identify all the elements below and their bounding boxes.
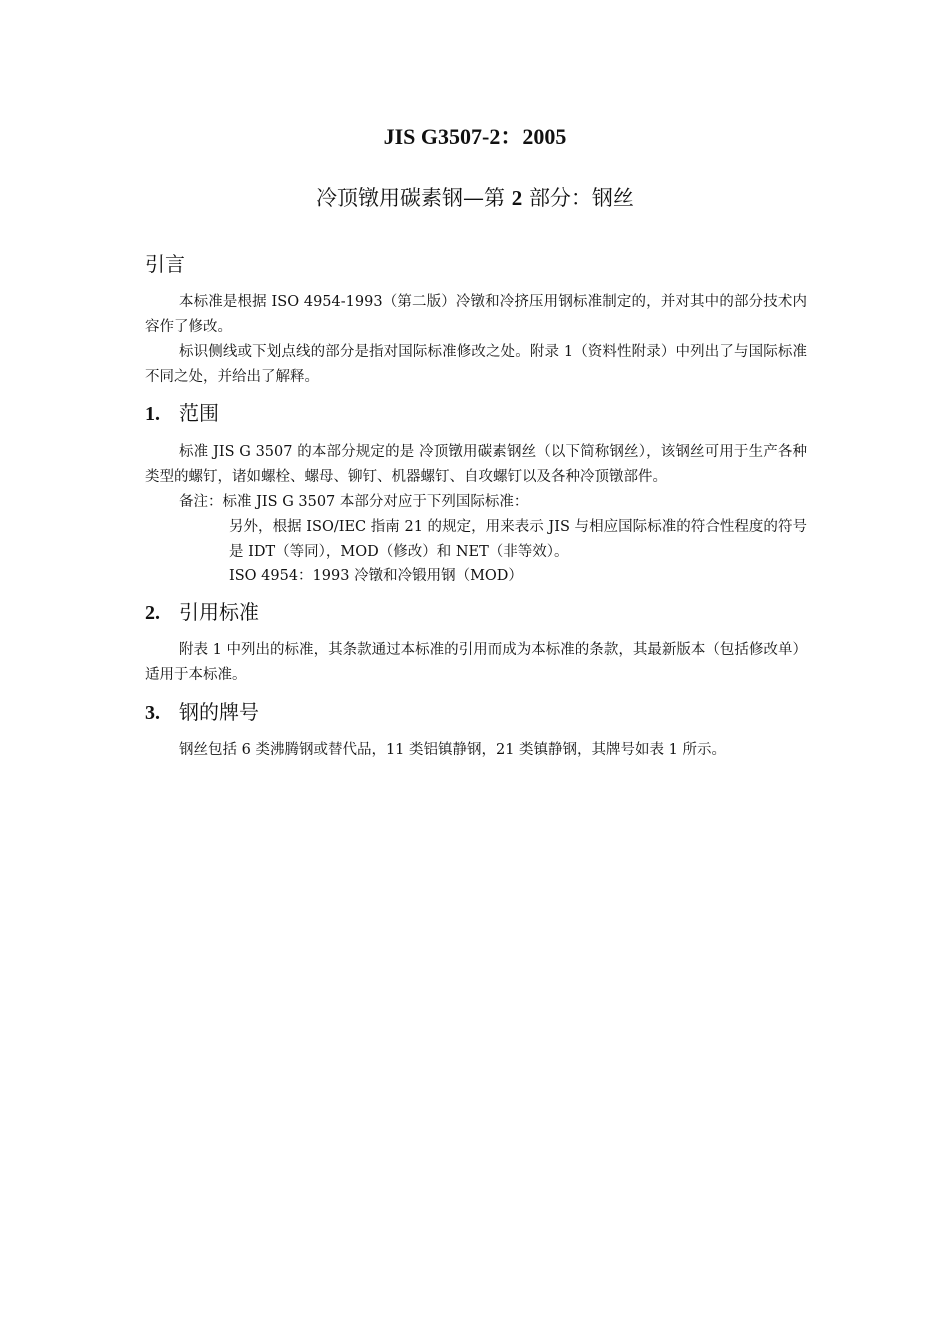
section-2-number: 2.: [145, 602, 160, 624]
section-1-note-reference: ISO 4954：1993 冷镦和冷锻用钢（MOD）: [229, 568, 523, 584]
section-2-title: 引用标准: [179, 600, 259, 624]
title-part-number: 2: [511, 186, 523, 210]
section-3-title: 钢的牌号: [179, 700, 259, 724]
document-title: [0, 182, 950, 212]
introduction-paragraph-1: 本标准是根据 ISO 4954-1993（第二版）冷镦和冷挤压用钢标准制定的，并对其中的部分技术内容作了修改。: [145, 294, 807, 335]
section-1-note: 备注：标准 JIS G 3507 本部分对应于下列国际标准：: [179, 494, 529, 510]
section-1-note-detail: 另外，根据 ISO/IEC 指南 21 的规定，用来表示 JIS 与相应国际标准的符合性程度的符号是 IDT（等同），MOD（修改）和 NET（非等效）。: [229, 519, 807, 560]
title-prefix: 冷顶镦用碳素钢—第: [316, 186, 506, 210]
section-1-number: 1.: [145, 403, 160, 425]
section-1-heading: [145, 397, 219, 426]
title-suffix: 部分：钢丝: [528, 186, 634, 210]
section-3-heading: [145, 696, 259, 725]
introduction-paragraph-2: 标识侧线或下划点线的部分是指对国际标准修改之处。附录 1（资料性附录）中列出了与国际标准不同之处，并给出了解释。: [145, 344, 807, 385]
section-3-paragraph: 钢丝包括 6 类沸腾钢或替代品，11 类铝镇静钢，21 类镇静钢，其牌号如表 1 所示。: [179, 742, 727, 758]
section-2-heading: [145, 596, 259, 625]
section-1-title: 范围: [179, 401, 219, 425]
section-3-number: 3.: [145, 702, 160, 724]
section-1-paragraph: 标准 JIS G 3507 的本部分规定的是 冷顶镦用碳素钢丝（以下简称钢丝），该钢丝可用于生产各种类型的螺钉，诸如螺栓、螺母、铆钉、机器螺钉、自攻螺钉以及各种冷顶镦部件。: [145, 444, 807, 485]
document-number: JIS G3507-2：2005: [383, 124, 567, 149]
section-2-paragraph: 附表 1 中列出的标准，其条款通过本标准的引用而成为本标准的条款，其最新版本（包括修改单）适用于本标准。: [145, 642, 807, 683]
introduction-heading-text: 引言: [145, 252, 185, 276]
introduction-heading: [145, 248, 185, 277]
